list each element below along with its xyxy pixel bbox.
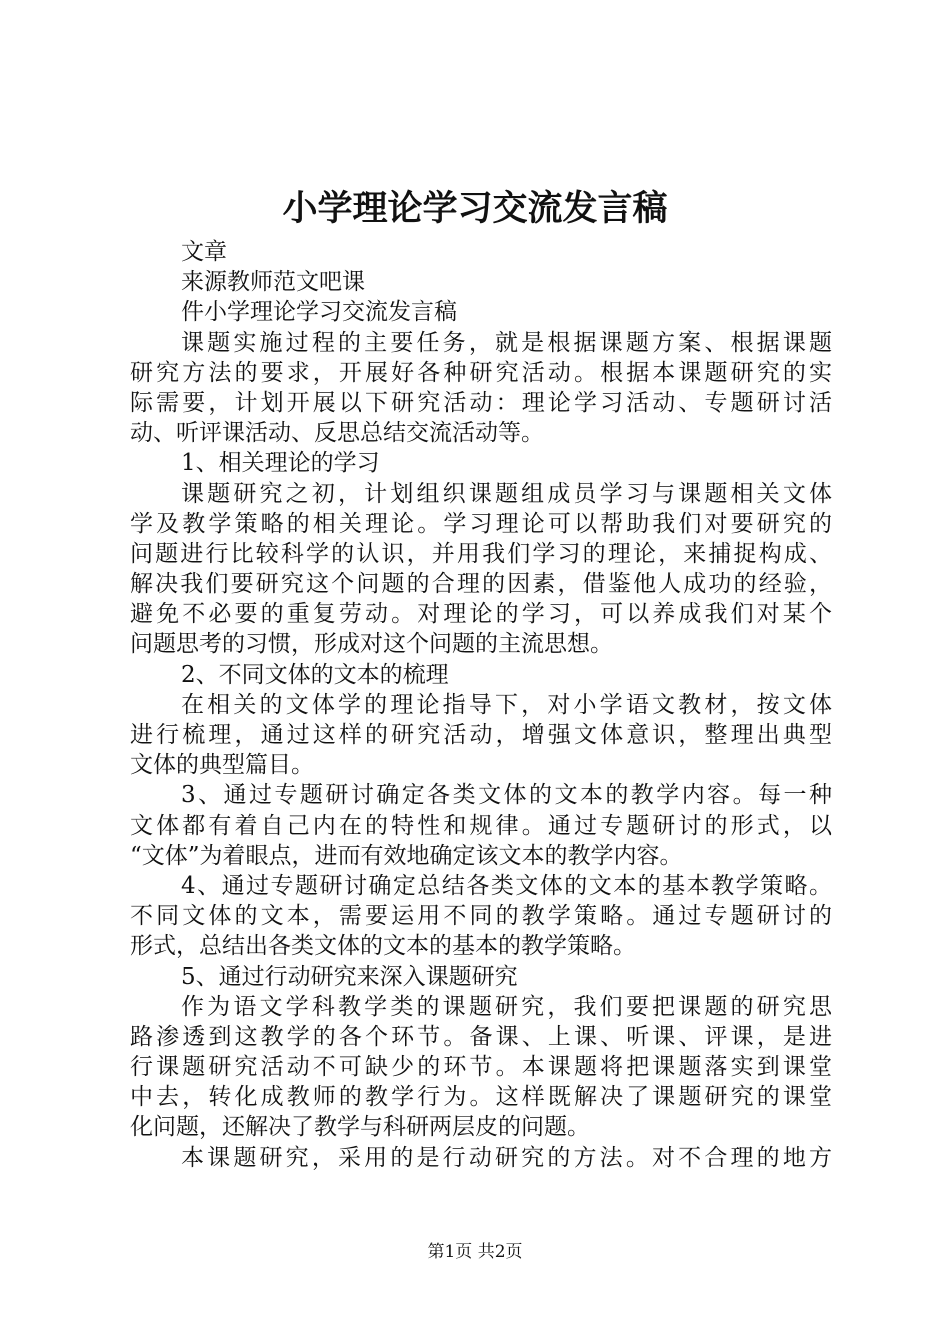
body-line: 4、通过专题研讨确定总结各类文体的文本的基本教学策略。 bbox=[181, 872, 832, 899]
body-line: 课题研究之初，计划组织课题组成员学习与课题相关文体 bbox=[181, 480, 832, 507]
body-line: 研究方法的要求，开展好各种研究活动。根据本课题研究的实 bbox=[130, 359, 832, 386]
body-line: 学及教学策略的相关理论。学习理论可以帮助我们对要研究的 bbox=[130, 510, 832, 537]
body-line: 际需要，计划开展以下研究活动：理论学习活动、专题研讨活 bbox=[130, 389, 832, 416]
body-line: 动、听评课活动、反思总结交流活动等。 bbox=[130, 420, 544, 447]
body-line: 解决我们要研究这个问题的合理的因素，借鉴他人成功的经验， bbox=[130, 571, 832, 598]
body-line: 2、不同文体的文本的梳理 bbox=[181, 661, 449, 688]
body-line: 来源教师范文吧课 bbox=[181, 269, 365, 296]
body-line: “文体”为着眼点，进而有效地确定该文本的教学内容。 bbox=[130, 842, 683, 869]
body-line: 件小学理论学习交流发言稿 bbox=[181, 299, 457, 326]
document-body bbox=[130, 237, 832, 1173]
body-line: 课题实施过程的主要任务，就是根据课题方案、根据课题 bbox=[181, 329, 832, 356]
body-line: 问题思考的习惯，形成对这个问题的主流思想。 bbox=[130, 631, 613, 658]
body-line: 避免不必要的重复劳动。对理论的学习，可以养成我们对某个 bbox=[130, 601, 832, 628]
body-line: 5、通过行动研究来深入课题研究 bbox=[181, 963, 518, 990]
body-line: 在相关的文体学的理论指导下，对小学语文教材，按文体 bbox=[181, 691, 832, 718]
body-line: 形式，总结出各类文体的文本的基本的教学策略。 bbox=[130, 933, 636, 960]
body-line: 行课题研究活动不可缺少的环节。本课题将把课题落实到课堂 bbox=[130, 1054, 832, 1081]
body-line: 不同文体的文本，需要运用不同的教学策略。通过专题研讨的 bbox=[130, 903, 832, 930]
body-line: 本课题研究，采用的是行动研究的方法。对不合理的地方 bbox=[181, 1144, 832, 1171]
body-line: 文体都有着自己内在的特性和规律。通过专题研讨的形式，以 bbox=[130, 812, 832, 839]
document-title: 小学理论学习交流发言稿 bbox=[282, 188, 668, 229]
body-line: 问题进行比较科学的认识，并用我们学习的理论，来捕捉构成、 bbox=[130, 540, 832, 567]
body-line: 中去，转化成教师的教学行为。这样既解决了课题研究的课堂 bbox=[130, 1084, 832, 1111]
body-line: 作为语文学科教学类的课题研究，我们要把课题的研究思 bbox=[181, 993, 832, 1020]
body-line: 文体的典型篇目。 bbox=[130, 752, 314, 779]
body-line: 3、通过专题研讨确定各类文体的文本的教学内容。每一种 bbox=[181, 782, 832, 809]
body-line: 文章 bbox=[181, 239, 227, 265]
body-line: 进行梳理，通过这样的研究活动，增强文体意识，整理出典型 bbox=[130, 722, 832, 748]
page-footer: 第1页 共2页 bbox=[427, 1242, 523, 1262]
body-line: 化问题，还解决了教学与科研两层皮的问题。 bbox=[130, 1114, 590, 1141]
body-line: 1、相关理论的学习 bbox=[181, 450, 380, 477]
body-line: 路渗透到这教学的各个环节。备课、上课、听课、评课，是进 bbox=[130, 1023, 832, 1050]
